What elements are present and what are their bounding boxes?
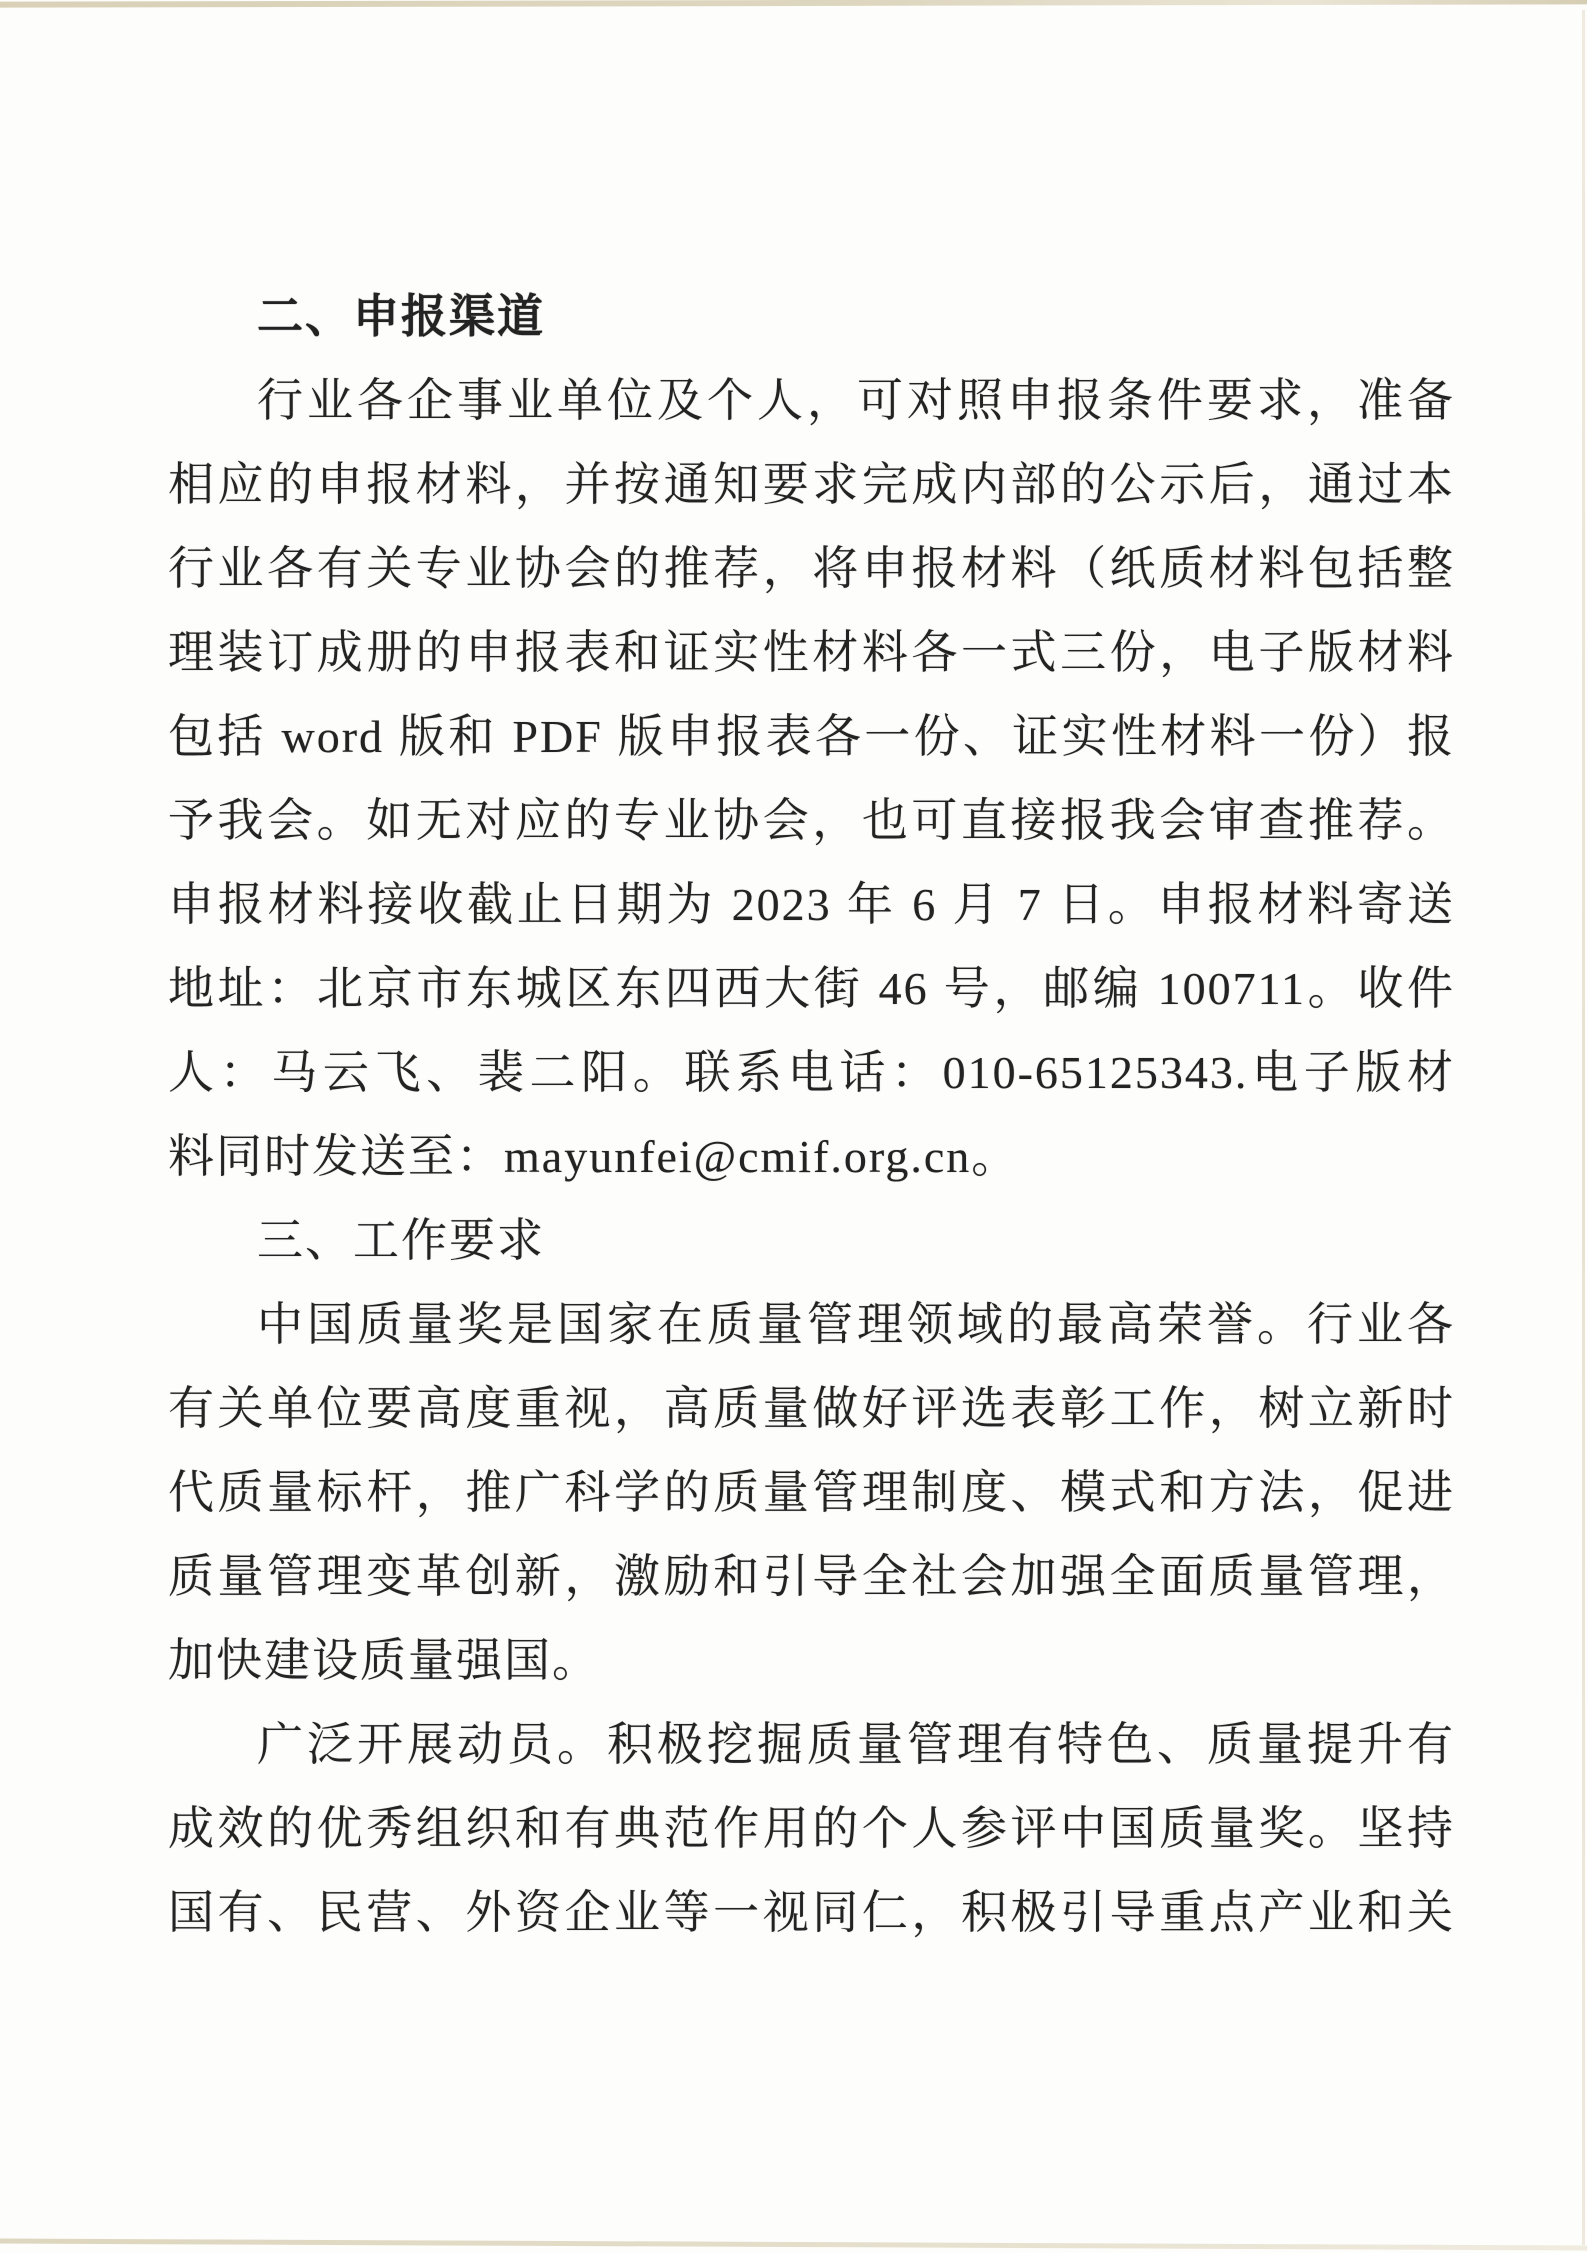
text-line: 广泛开展动员。积极挖掘质量管理有特色、质量提升有 <box>257 1719 1455 1770</box>
text-line: 地址：北京市东城区东四西大街 46 号，邮编 100711。收件 <box>168 963 1455 1014</box>
text-line: 人：马云飞、裴二阳。联系电话：010-65125343.电子版材 <box>168 1047 1455 1098</box>
text-line: 理装订成册的申报表和证实性材料各一式三份，电子版材料 <box>168 627 1455 678</box>
section-heading: 二、申报渠道 <box>257 291 545 342</box>
text-line: 行业各企事业单位及个人，可对照申报条件要求，准备 <box>257 375 1455 426</box>
text-line: 中国质量奖是国家在质量管理领域的最高荣誉。行业各 <box>257 1299 1455 1350</box>
scan-edge-bottom <box>0 2239 1587 2251</box>
text-line: 予我会。如无对应的专业协会，也可直接报我会审查推荐。 <box>168 795 1455 846</box>
document-body <box>168 275 1455 1955</box>
text-line: 国有、民营、外资企业等一视同仁，积极引导重点产业和关 <box>168 1887 1455 1938</box>
text-line: 成效的优秀组织和有典范作用的个人参评中国质量奖。坚持 <box>168 1803 1455 1854</box>
scan-edge-top <box>0 0 1587 8</box>
scan-edge-right <box>1582 10 1585 2245</box>
text-line: 包括 word 版和 PDF 版申报表各一份、证实性材料一份）报 <box>168 711 1455 762</box>
text-line: 行业各有关专业协会的推荐，将申报材料（纸质材料包括整 <box>168 543 1455 594</box>
text-line: 申报材料接收截止日期为 2023 年 6 月 7 日。申报材料寄送 <box>168 879 1455 930</box>
text-line: 有关单位要高度重视，高质量做好评选表彰工作，树立新时 <box>168 1383 1455 1434</box>
text-line: 料同时发送至：mayunfei@cmif.org.cn。 <box>168 1131 1020 1182</box>
text-line: 质量管理变革创新，激励和引导全社会加强全面质量管理， <box>168 1551 1455 1602</box>
text-line: 相应的申报材料，并按通知要求完成内部的公示后，通过本 <box>168 459 1455 510</box>
text-line: 加快建设质量强国。 <box>168 1635 600 1686</box>
text-line: 代质量标杆，推广科学的质量管理制度、模式和方法，促进 <box>168 1467 1455 1518</box>
section-heading: 三、工作要求 <box>257 1215 545 1266</box>
